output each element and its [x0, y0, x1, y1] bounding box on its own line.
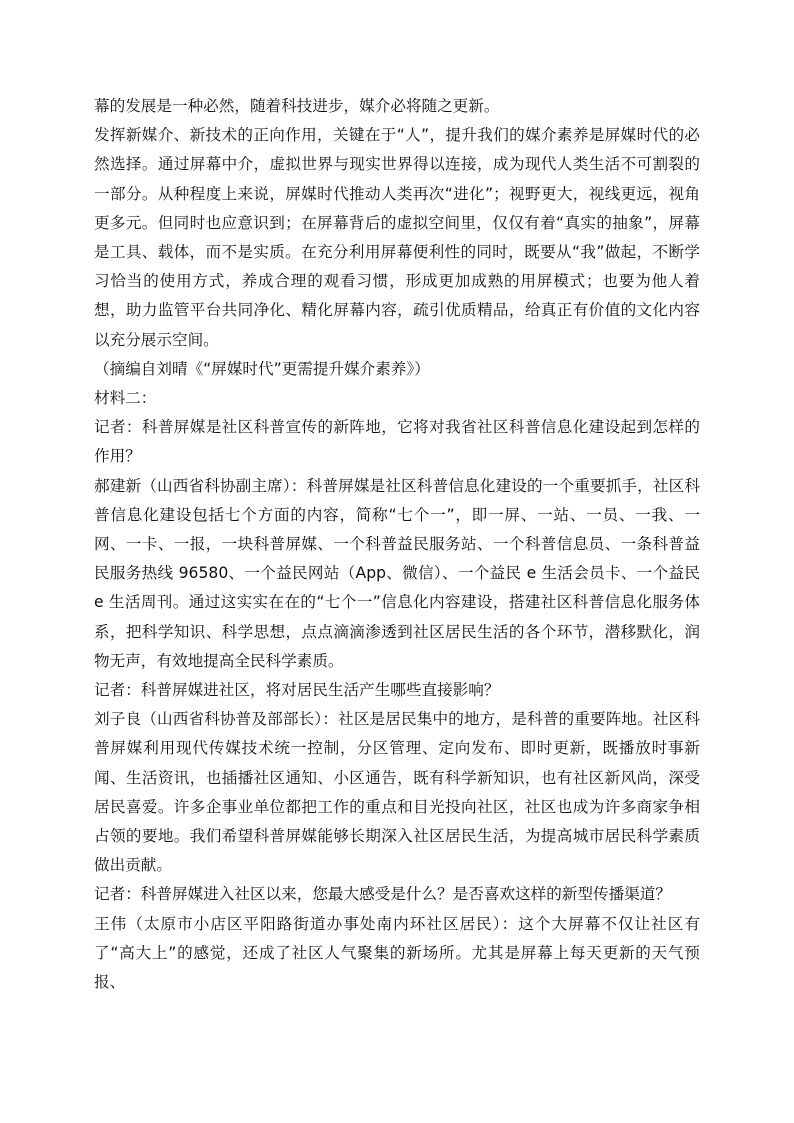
- answer-hao-jianxin: 郝建新（山西省科协副主席）：科普屏媒是社区科普信息化建设的一个重要抓手，社区科普信息化建设包括七个方面的内容，简称“七个一”，即一屏、一站、一员、一我、一网、一卡、一报，一块科普屏媒、一个科普益民服务站、一个科普信息员、一条科普益民服务热线 96580、一个益民网站（App、微信）、一个益民 e 生活会员卡、一个益民 e 生活周刊。通过这实实在在的“七个一”信息化内容建设，搭建社区科普信息化服务体系，把科学知识、科学思想，点点滴滴渗透到社区居民生活的各个环节，潜移默化，润物无声，有效地提高全民科学素质。: [94, 476, 700, 670]
- document-body: [94, 92, 700, 997]
- source-citation: （摘编自刘晴《“屏媒时代”更需提升媒介素养》）: [94, 359, 430, 378]
- answer-wang-wei: 王伟（太原市小店区平阳路街道办事处南内环社区居民）：这个大屏幕不仅让社区有了“高大上”的感觉，还成了社区人气聚集的新场所。尤其是屏幕上每天更新的天气预报、: [94, 914, 700, 992]
- paragraph-intro-continuation: 幕的发展是一种必然，随着科技进步，媒介必将随之更新。: [94, 97, 500, 115]
- answer-liu-ziliang: 刘子良（山西省科协普及部部长）：社区是居民集中的地方，是科普的重要阵地。社区科普屏媒利用现代传媒技术统一控制，分区管理、定向发布、即时更新，既播放时事新闻、生活资讯，也插播社区通知、小区通告，既有科学新知识，也有社区新风尚，深受居民喜爱。许多企事业单位都把工作的重点和目光投向社区，社区也成为许多商家争相占领的要地。我们希望科普屏媒能够长期深入社区居民生活，为提高城市居民科学素质做出贡献。: [94, 710, 700, 875]
- paragraph-media-literacy: 发挥新媒介、新技术的正向作用，关键在于“人”，提升我们的媒介素养是屏媒时代的必然选择。通过屏幕中介，虚拟世界与现实世界得以连接，成为现代人类生活不可割裂的一部分。从种程度上来说，屏媒时代推动人类再次“进化”；视野更大，视线更远，视角更多元。但同时也应意识到；在屏幕背后的虚拟空间里，仅仅有着“真实的抽象”，屏幕是工具、载体，而不是实质。在充分利用屏幕便利性的同时，既要从“我”做起，不断学习恰当的使用方式，养成合理的观看习惯，形成更加成熟的用屏模式；也要为他人着想，助力监管平台共同净化、精化屏幕内容，疏引优质精品，给真正有价值的文化内容以充分展示空间。: [94, 126, 700, 349]
- material-two-heading: 材料二：: [94, 389, 157, 408]
- reporter-question-2: 记者：科普屏媒进社区，将对居民生活产生哪些直接影响？: [94, 681, 500, 700]
- reporter-question-1: 记者：科普屏媒是社区科普宣传的新阵地，它将对我省社区科普信息化建设起到怎样的作用？: [94, 418, 700, 466]
- reporter-question-3: 记者：科普屏媒进入社区以来，您最大感受是什么？是否喜欢这样的新型传播渠道？: [94, 885, 671, 904]
